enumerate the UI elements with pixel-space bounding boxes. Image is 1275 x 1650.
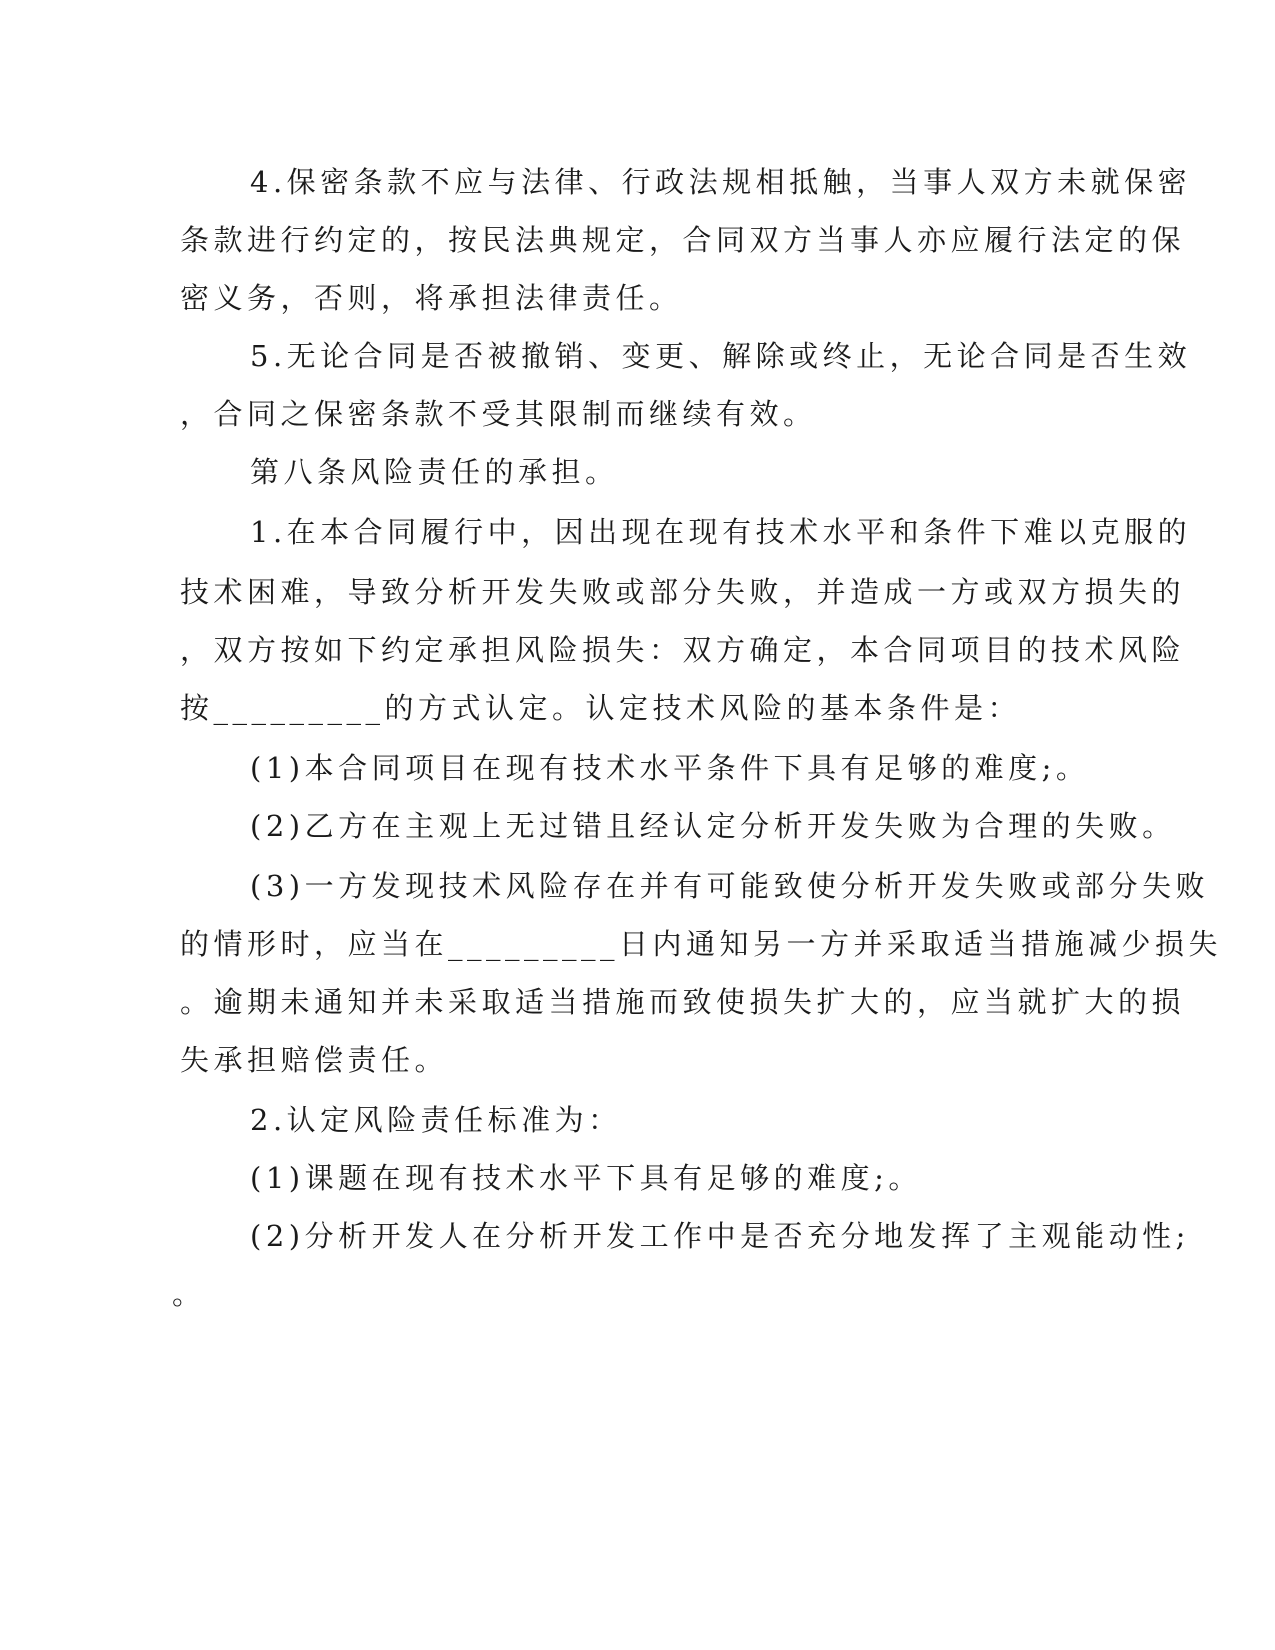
text-line: (1)课题在现有技术水平下具有足够的难度;。 [250, 1161, 922, 1195]
text-line: ，合同之保密条款不受其限制而继续有效。 [180, 397, 817, 431]
text-line: 4.保密条款不应与法律、行政法规相抵触，当事人双方未就保密 [250, 165, 1192, 199]
text-line: 5.无论合同是否被撤销、变更、解除或终止，无论合同是否生效 [250, 339, 1192, 373]
text-line: 1.在本合同履行中，因出现在现有技术水平和条件下难以克服的 [250, 515, 1192, 549]
text-line: 2.认定风险责任标准为： [250, 1103, 622, 1137]
text-line: ，双方按如下约定承担风险损失：双方确定，本合同项目的技术风险 [180, 633, 1186, 667]
text-line: (3)一方发现技术风险存在并有可能致使分析开发失败或部分失败 [250, 869, 1210, 903]
text-line: 条款进行约定的，按民法典规定，合同双方当事人亦应履行法定的保 [180, 223, 1186, 257]
text-line: 密义务，否则，将承担法律责任。 [180, 281, 683, 315]
section-heading: 第八条风险责任的承担。 [250, 455, 619, 489]
text-line: 失承担赔偿责任。 [180, 1043, 449, 1077]
text-line: (2)分析开发人在分析开发工作中是否充分地发挥了主观能动性; [250, 1219, 1190, 1253]
text-line: 。 [172, 1277, 206, 1311]
text-line: 按_________的方式认定。认定技术风险的基本条件是： [180, 691, 1022, 725]
text-line: (1)本合同项目在现有技术水平条件下具有足够的难度;。 [250, 751, 1090, 785]
text-line: 。逾期未通知并未采取适当措施而致使损失扩大的，应当就扩大的损 [180, 985, 1186, 1019]
text-line: 的情形时，应当在_________日内通知另一方并采取适当措施减少损失 [180, 927, 1223, 961]
text-line: (2)乙方在主观上无过错且经认定分析开发失败为合理的失败。 [250, 809, 1176, 843]
text-line: 技术困难，导致分析开发失败或部分失败，并造成一方或双方损失的 [180, 575, 1186, 609]
